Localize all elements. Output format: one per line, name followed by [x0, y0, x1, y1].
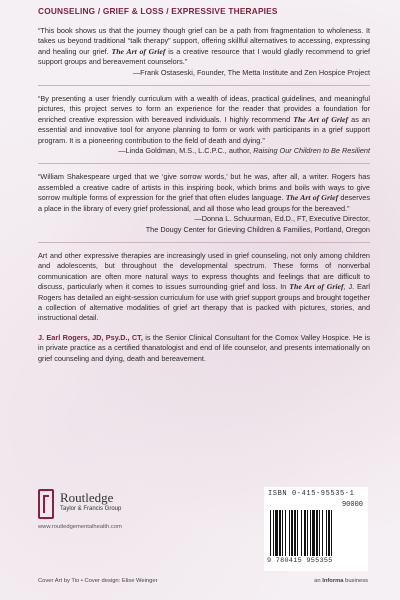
barcode-icon	[270, 510, 362, 556]
book-title: The Art of Grief	[289, 282, 344, 292]
author-name: J. Earl Rogers, JD, Psy.D., CT,	[38, 332, 143, 342]
barcode-bar	[297, 510, 298, 556]
divider	[38, 163, 370, 164]
author-bio: J. Earl Rogers, JD, Psy.D., CT, is the Senior Clinical Consultant for the Comox Valley Hospice. He is in private practice as a certified thanatologist and end of life counselor, and presents internationally on grief counseling and dying, death and bereavement.	[38, 332, 370, 363]
book-title: The Art of Grief	[111, 46, 166, 56]
publisher-group: Taylor & Francis Group	[60, 506, 122, 512]
review-3	[38, 172, 370, 234]
barcode-block	[264, 487, 368, 571]
barcode-bar	[294, 510, 296, 556]
barcode-bar	[301, 510, 302, 556]
review-1	[38, 26, 370, 78]
barcode-bar	[328, 510, 330, 556]
category-tagline: COUNSELING / GRIEF & LOSS / EXPRESSIVE THERAPIES	[38, 6, 278, 16]
informa-business: an Informa business	[314, 578, 368, 584]
cover-credits: Cover Art by Tio • Cover design: Elise Weinger	[38, 578, 158, 584]
barcode-bar	[326, 510, 327, 556]
barcode-bar	[273, 510, 274, 556]
barcode-bar	[322, 510, 323, 556]
review-text: “This book shows us that the journey though grief can be a path from fragmentation to wholeness. It takes us beyond traditional “talk therapy” support, offering skillful alternatives to accessing, expressing and healing our grief. The Art of Grief is a creative resource that I would gladly recommend to grief support groups and bereavement counselors.”	[38, 26, 371, 67]
publisher-logo	[38, 487, 208, 537]
book-description: Art and other expressive therapies are increasingly used in grief counseling, not only among children and adolescents, but throughout the developmental spectrum. These forms of nonverbal communication are often more natural ways to express thoughts and feelings that are difficult to discuss, particularly when it comes to issues surrounding grief and loss. In The Art of Grief, J. Earl Rogers has detailed an eight-session curriculum for use with grief support groups and brought together a collection of alternative modalities of grief art therapy that is packed with pictures, stories, and instructional detail.	[38, 250, 371, 323]
informa-brand: Informa	[322, 578, 344, 584]
barcode-bar	[291, 510, 293, 556]
price-code: 90000	[341, 501, 363, 509]
barcode-bar	[304, 510, 306, 556]
barcode-bar	[331, 510, 332, 556]
barcode-bar	[275, 510, 278, 556]
barcode-bar	[270, 510, 271, 556]
divider	[38, 242, 370, 243]
barcode-bar	[289, 510, 290, 556]
review-text: “By presenting a user friendly curriculum with a wealth of ideas, practical guidelines, and meaningful pictures, this project serves to form an experience for the reader that provides a foundation for enriched creative expression with bereaved individuals. I highly recommend The Art of Grief as an essential and innovative tool for anyone planning to form or work with participants in a grief support program. It is a pioneering contribution to the field of death and dying.”	[38, 94, 370, 145]
routledge-logo-icon	[38, 489, 54, 519]
review-attribution: —Frank Ostaseski, Founder, The Metta Institute and Zen Hospice Project	[132, 67, 370, 77]
barcode-bar	[316, 510, 318, 556]
book-title: The Art of Grief	[293, 114, 349, 124]
review-attribution: —Linda Goldman, M.S., L.C.P.C., author, Raising Our Children to Be Resilient	[118, 146, 370, 156]
divider	[38, 85, 370, 86]
barcode-bar	[319, 510, 320, 556]
barcode-bar	[282, 510, 283, 556]
isbn-label: ISBN 0-415-95535-1	[268, 490, 355, 498]
review-text: “William Shakespeare urged that we ‘give sorrow words,’ but he was, after all, a writer. Rogers has assembled a creative cadre of artists in this inspiring book, which brims and boils with ways to give sorrow multiple forms of expression for the grief that often eludes language. The Art of Grief deserves a place in the library of every grief professional, and all those who lead groups for the bereaved.”	[38, 172, 371, 213]
barcode-bar	[310, 510, 311, 556]
ean-number: 9 780415 955355	[267, 557, 333, 565]
review-attribution: —Donna L. Schuurman, Ed.D., FT, Executive Director,	[194, 214, 370, 224]
book-title: The Art of Grief	[285, 193, 339, 203]
publisher-url[interactable]: www.routledgementalhealth.com	[38, 524, 122, 530]
review-2	[38, 94, 370, 156]
barcode-bar	[279, 510, 281, 556]
barcode-bar	[285, 510, 286, 556]
publisher-name: Routledge	[60, 490, 114, 505]
cover-footer	[38, 487, 370, 587]
barcode-bar	[312, 510, 315, 556]
review-attribution-org: The Dougy Center for Grieving Children & Families, Portland, Oregon	[145, 224, 370, 234]
cited-book-title: Raising Our Children to Be Resilient	[253, 146, 370, 156]
barcode-bar	[307, 510, 308, 556]
